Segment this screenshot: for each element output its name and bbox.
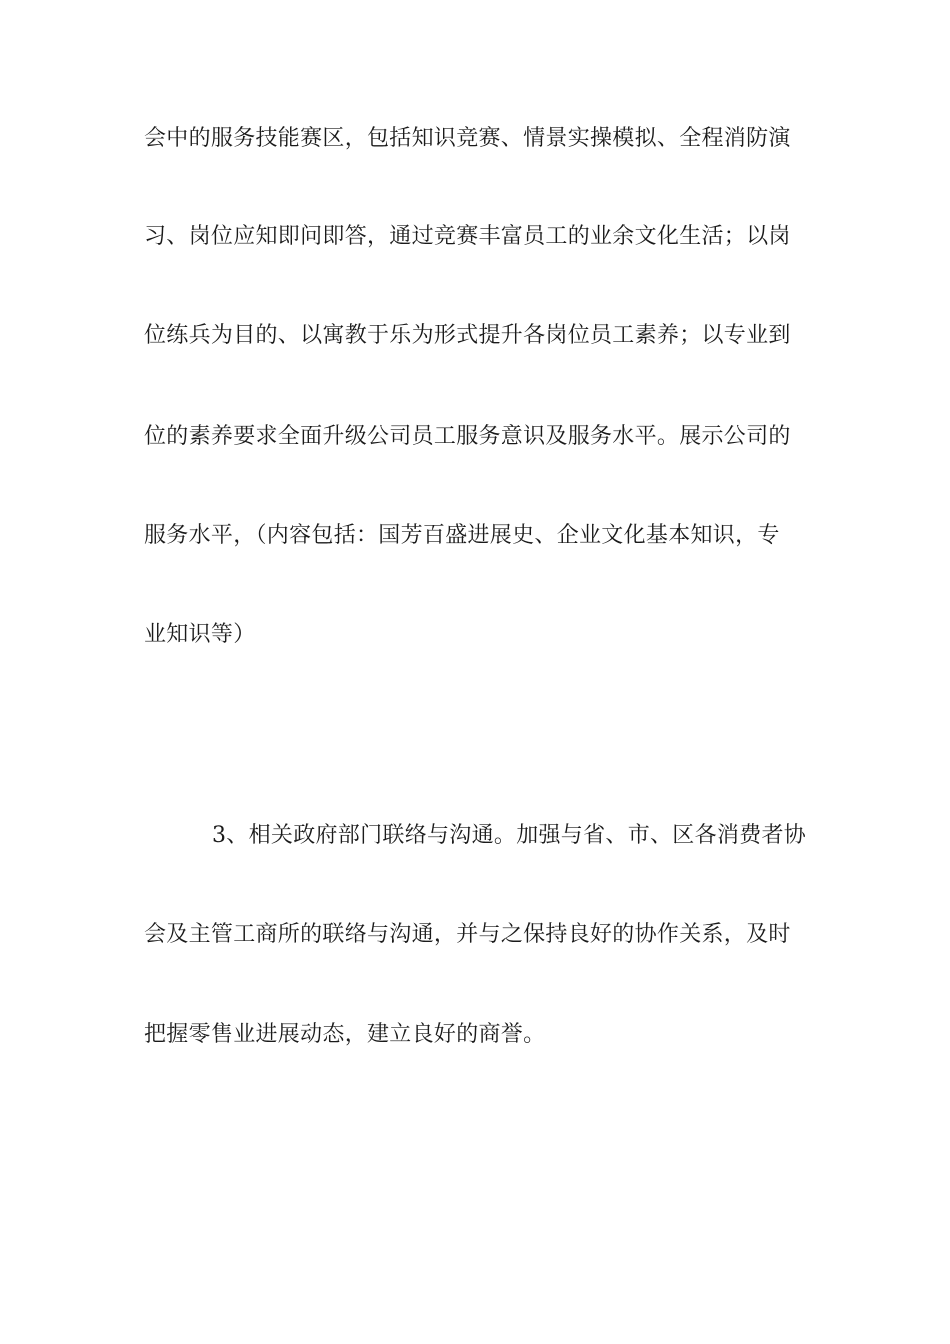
paragraph-1-line-2: 习、岗位应知即问即答，通过竞赛丰富员工的业余文化生活；以岗 [144,224,791,249]
paragraph-2-line-3: 把握零售业进展动态，建立良好的商誉。 [144,1022,546,1047]
paragraph-2-line-2: 会及主管工商所的联络与沟通，并与之保持良好的协作关系，及时 [144,922,791,947]
paragraph-2-line-1: 3、相关政府部门联络与沟通。加强与省、市、区各消费者协 [212,823,806,848]
paragraph-1-line-1: 会中的服务技能赛区，包括知识竞赛、情景实操模拟、全程消防演 [144,126,791,151]
paragraph-1-line-4: 位的素养要求全面升级公司员工服务意识及服务水平。展示公司的 [144,424,791,449]
paragraph-1-line-5: 服务水平，（内容包括：国芳百盛进展史、企业文化基本知识，专 [144,523,780,548]
paragraph-1-line-6: 业知识等） [144,622,256,647]
paragraph-1-line-3: 位练兵为目的、以寓教于乐为形式提升各岗位员工素养；以专业到 [144,323,791,348]
